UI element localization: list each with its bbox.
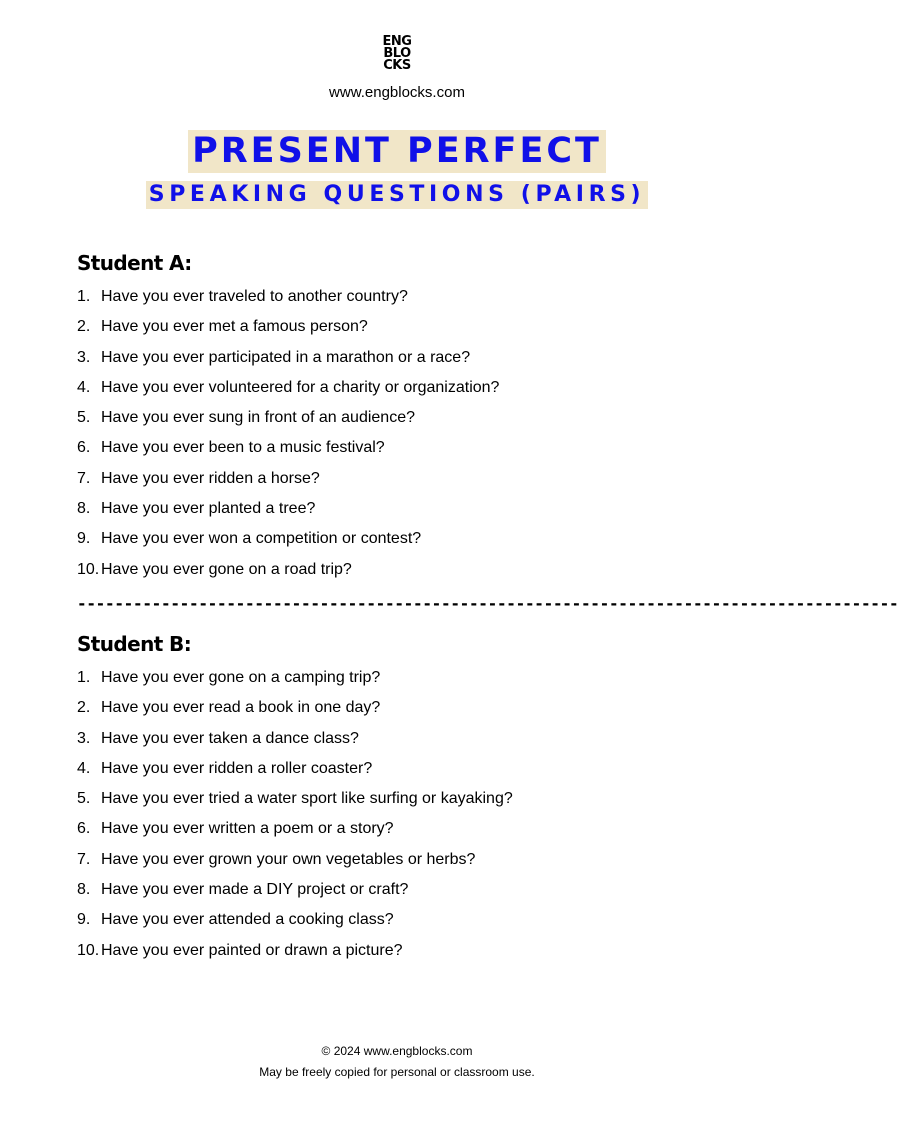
page-subtitle: SPEAKING QUESTIONS (PAIRS)	[146, 181, 648, 209]
logo-line-1: ENG	[382, 34, 412, 49]
student-a-question-list	[77, 287, 727, 590]
question-text: Have you ever met a famous person?	[101, 318, 368, 336]
question-item	[77, 789, 727, 819]
question-item	[77, 560, 727, 590]
question-text: Have you ever been to a music festival?	[101, 439, 385, 457]
question-item	[77, 438, 727, 468]
question-text: Have you ever taken a dance class?	[101, 729, 359, 747]
question-text: Have you ever written a poem or a story?	[101, 820, 394, 838]
question-item	[77, 759, 727, 789]
question-number: 9.	[77, 530, 91, 548]
question-number: 3.	[77, 729, 91, 747]
question-item	[77, 317, 727, 347]
student-a-heading: Student A:	[77, 251, 192, 275]
question-text: Have you ever read a book in one day?	[101, 699, 381, 717]
question-number: 1.	[77, 669, 91, 686]
question-text: Have you ever participated in a marathon or a race?	[101, 348, 471, 366]
question-text: Have you ever traveled to another country?	[101, 288, 408, 305]
question-number: 3.	[77, 348, 91, 366]
logo-line-3: CKS	[383, 58, 411, 73]
question-item	[77, 469, 727, 499]
engblocks-logo	[0, 36, 794, 72]
title-block	[0, 130, 794, 173]
question-item	[77, 819, 727, 849]
question-text: Have you ever ridden a roller coaster?	[101, 759, 373, 777]
question-number: 9.	[77, 911, 91, 929]
question-number: 6.	[77, 439, 91, 457]
question-text: Have you ever gone on a road trip?	[101, 560, 352, 578]
question-text: Have you ever gone on a camping trip?	[101, 669, 381, 686]
question-number: 10.	[77, 941, 100, 959]
student-b-question-list	[77, 668, 727, 971]
question-text: Have you ever planted a tree?	[101, 500, 316, 518]
question-item	[77, 880, 727, 910]
question-item	[77, 698, 727, 728]
question-text: Have you ever attended a cooking class?	[101, 911, 394, 929]
question-number: 2.	[77, 318, 91, 336]
site-url: www.engblocks.com	[329, 84, 465, 101]
question-number: 2.	[77, 699, 91, 717]
question-item	[77, 668, 727, 698]
question-number: 10.	[77, 560, 100, 578]
question-item	[77, 287, 727, 317]
question-item	[77, 348, 727, 378]
question-number: 6.	[77, 820, 91, 838]
question-item	[77, 499, 727, 529]
question-text: Have you ever painted or drawn a picture?	[101, 941, 403, 959]
section-divider: ----------------------------------------------------------------------------------------	[77, 594, 898, 613]
question-number: 7.	[77, 850, 91, 868]
subtitle-block	[0, 181, 794, 209]
question-number: 1.	[77, 288, 91, 305]
question-number: 7.	[77, 469, 91, 487]
question-item	[77, 378, 727, 408]
logo-line-2: BLO	[383, 46, 411, 61]
question-text: Have you ever sung in front of an audience?	[101, 409, 415, 427]
footer-note: May be freely copied for personal or classroom use.	[259, 1065, 535, 1079]
question-item	[77, 408, 727, 438]
question-item	[77, 729, 727, 759]
question-text: Have you ever grown your own vegetables or herbs?	[101, 850, 476, 868]
question-number: 5.	[77, 790, 91, 808]
question-text: Have you ever volunteered for a charity or organization?	[101, 378, 500, 396]
question-text: Have you ever made a DIY project or craft?	[101, 881, 409, 899]
footer-copyright: © 2024 www.engblocks.com	[321, 1044, 473, 1058]
question-text: Have you ever won a competition or contest?	[101, 530, 422, 548]
question-text: Have you ever tried a water sport like surfing or kayaking?	[101, 790, 513, 808]
question-number: 5.	[77, 409, 91, 427]
student-b-heading: Student B:	[77, 632, 192, 656]
page-title: PRESENT PERFECT	[188, 130, 606, 173]
question-number: 4.	[77, 378, 91, 396]
question-number: 8.	[77, 881, 91, 899]
question-text: Have you ever ridden a horse?	[101, 469, 320, 487]
question-item	[77, 910, 727, 940]
question-item	[77, 529, 727, 559]
question-item	[77, 850, 727, 880]
question-number: 8.	[77, 500, 91, 518]
question-number: 4.	[77, 759, 91, 777]
question-item	[77, 941, 727, 971]
